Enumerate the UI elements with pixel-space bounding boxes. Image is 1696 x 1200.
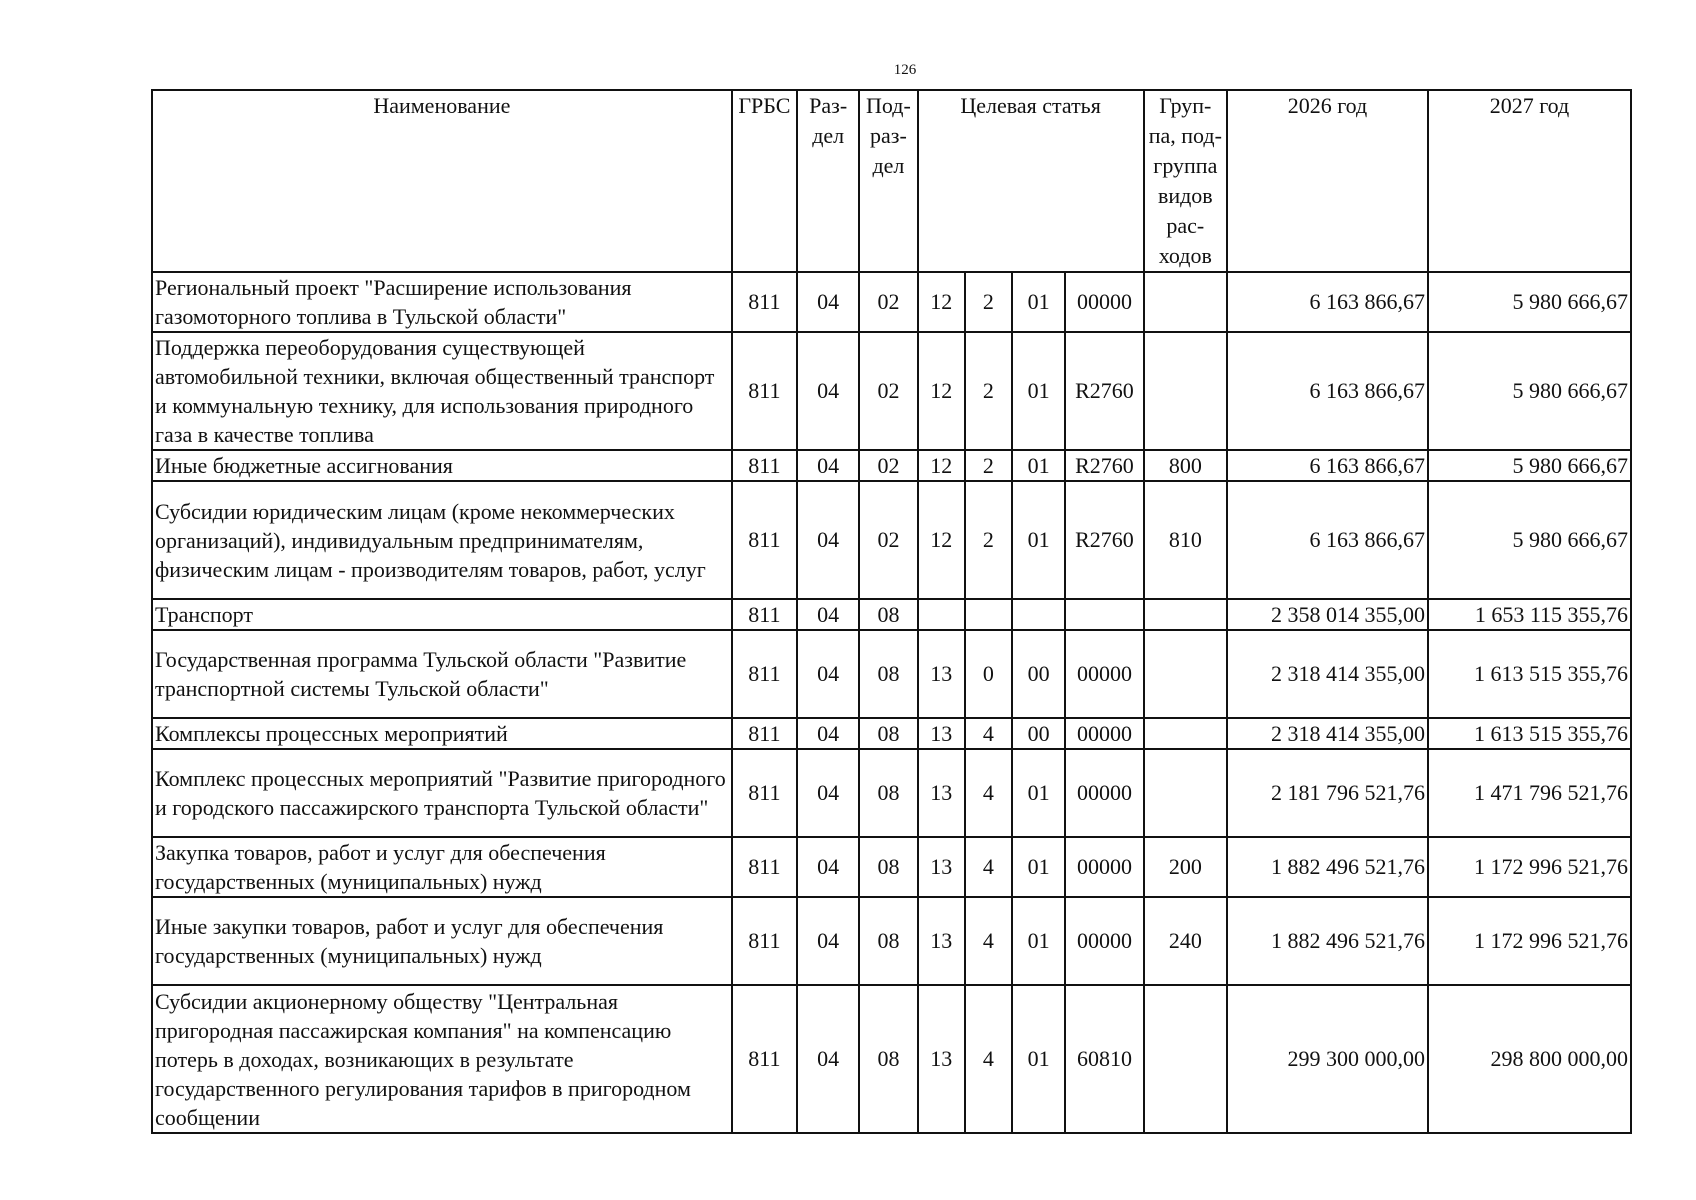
row-name: Иные бюджетные ассигнования: [152, 450, 732, 481]
row-podrazdel: 08: [859, 897, 917, 985]
row-name: Региональный проект "Расширение использования газомоторного топлива в Тульской области": [152, 272, 732, 332]
row-grbs: 811: [732, 272, 797, 332]
row-target-direction: 00000: [1065, 897, 1143, 985]
row-razdel: 04: [797, 481, 859, 599]
row-razdel: 04: [797, 985, 859, 1133]
row-grbs: 811: [732, 718, 797, 749]
row-amount-2026: 6 163 866,67: [1227, 272, 1428, 332]
row-expense-group: 200: [1144, 837, 1227, 897]
row-target-direction: R2760: [1065, 450, 1143, 481]
row-target-type: 2: [965, 450, 1012, 481]
row-target-program: 13: [918, 630, 965, 718]
row-amount-2027: 1 653 115 355,76: [1428, 599, 1631, 630]
row-amount-2026: 6 163 866,67: [1227, 332, 1428, 450]
row-grbs: 811: [732, 630, 797, 718]
row-target-type: 4: [965, 837, 1012, 897]
row-target-type: [965, 599, 1012, 630]
row-expense-group: [1144, 272, 1227, 332]
table-row: [152, 897, 1631, 985]
row-grbs: 811: [732, 985, 797, 1133]
row-expense-group: 800: [1144, 450, 1227, 481]
row-target-program: 13: [918, 837, 965, 897]
row-podrazdel: 08: [859, 985, 917, 1133]
row-razdel: 04: [797, 630, 859, 718]
row-target-program: 12: [918, 481, 965, 599]
table-row: [152, 272, 1631, 332]
row-expense-group: [1144, 630, 1227, 718]
row-amount-2027: 5 980 666,67: [1428, 481, 1631, 599]
table-row: [152, 332, 1631, 450]
header-target: Целевая статья: [918, 90, 1144, 272]
row-amount-2026: 299 300 000,00: [1227, 985, 1428, 1133]
header-row: [152, 90, 1631, 272]
row-grbs: 811: [732, 450, 797, 481]
row-podrazdel: 08: [859, 630, 917, 718]
row-target-program: 13: [918, 897, 965, 985]
row-target-program: [918, 599, 965, 630]
row-name: Комплекс процессных мероприятий "Развитие пригородного и городского пассажирского транспорта Тульской области": [152, 749, 732, 837]
row-razdel: 04: [797, 272, 859, 332]
row-target-program: 13: [918, 749, 965, 837]
row-amount-2026: 2 318 414 355,00: [1227, 630, 1428, 718]
row-target-direction: [1065, 599, 1143, 630]
row-target-type: 2: [965, 481, 1012, 599]
row-amount-2027: 1 172 996 521,76: [1428, 837, 1631, 897]
row-amount-2027: 1 613 515 355,76: [1428, 718, 1631, 749]
row-target-program: 12: [918, 332, 965, 450]
row-target-subprogram: 01: [1012, 450, 1065, 481]
row-razdel: 04: [797, 450, 859, 481]
row-target-subprogram: 00: [1012, 630, 1065, 718]
row-expense-group: [1144, 749, 1227, 837]
row-amount-2027: 5 980 666,67: [1428, 332, 1631, 450]
row-target-type: 4: [965, 897, 1012, 985]
row-expense-group: [1144, 332, 1227, 450]
budget-table: [151, 89, 1632, 1134]
row-podrazdel: 08: [859, 749, 917, 837]
row-razdel: 04: [797, 599, 859, 630]
row-expense-group: [1144, 599, 1227, 630]
row-target-program: 13: [918, 718, 965, 749]
row-amount-2026: 2 358 014 355,00: [1227, 599, 1428, 630]
row-target-subprogram: 01: [1012, 897, 1065, 985]
header-2027: 2027 год: [1428, 90, 1631, 272]
header-grbs: ГРБС: [732, 90, 797, 272]
page-number: 126: [893, 62, 917, 78]
row-name: Субсидии акционерному обществу "Центральная пригородная пассажирская компания" на компенсацию потерь в доходах, возникающих в результате государственного регулирования тарифов в пригородном сообщении: [152, 985, 732, 1133]
row-target-type: 4: [965, 749, 1012, 837]
row-target-type: 4: [965, 985, 1012, 1133]
row-name: Поддержка переоборудования существующей автомобильной техники, включая общественный транспорт и коммунальную технику, для использования природного газа в качестве топлива: [152, 332, 732, 450]
row-razdel: 04: [797, 718, 859, 749]
row-expense-group: 240: [1144, 897, 1227, 985]
table-row: [152, 749, 1631, 837]
row-podrazdel: 02: [859, 272, 917, 332]
row-expense-group: [1144, 985, 1227, 1133]
row-target-subprogram: 01: [1012, 481, 1065, 599]
row-target-subprogram: [1012, 599, 1065, 630]
row-target-subprogram: 01: [1012, 985, 1065, 1133]
row-podrazdel: 02: [859, 450, 917, 481]
row-amount-2026: 2 181 796 521,76: [1227, 749, 1428, 837]
row-target-subprogram: 01: [1012, 837, 1065, 897]
row-amount-2026: 1 882 496 521,76: [1227, 837, 1428, 897]
row-target-subprogram: 00: [1012, 718, 1065, 749]
row-grbs: 811: [732, 749, 797, 837]
row-expense-group: [1144, 718, 1227, 749]
row-expense-group: 810: [1144, 481, 1227, 599]
row-target-direction: 60810: [1065, 985, 1143, 1133]
row-target-direction: 00000: [1065, 630, 1143, 718]
row-amount-2026: 1 882 496 521,76: [1227, 897, 1428, 985]
row-name: Транспорт: [152, 599, 732, 630]
row-grbs: 811: [732, 599, 797, 630]
row-grbs: 811: [732, 837, 797, 897]
row-name: Субсидии юридическим лицам (кроме некоммерческих организаций), индивидуальным предпринимателям, физическим лицам - производителям товаров, работ, услуг: [152, 481, 732, 599]
row-target-subprogram: 01: [1012, 272, 1065, 332]
header-razdel: Раз- дел: [797, 90, 859, 272]
table-row: [152, 599, 1631, 630]
row-podrazdel: 02: [859, 332, 917, 450]
row-grbs: 811: [732, 332, 797, 450]
header-group: Груп- па, под- группа видов рас- ходов: [1144, 90, 1227, 272]
row-target-subprogram: 01: [1012, 749, 1065, 837]
row-target-program: 12: [918, 272, 965, 332]
header-2026: 2026 год: [1227, 90, 1428, 272]
row-name: Государственная программа Тульской области "Развитие транспортной системы Тульской области": [152, 630, 732, 718]
row-amount-2026: 6 163 866,67: [1227, 450, 1428, 481]
table-row: [152, 450, 1631, 481]
row-target-direction: R2760: [1065, 481, 1143, 599]
row-grbs: 811: [732, 897, 797, 985]
row-amount-2026: 6 163 866,67: [1227, 481, 1428, 599]
table-row: [152, 630, 1631, 718]
row-target-direction: 00000: [1065, 272, 1143, 332]
row-target-direction: 00000: [1065, 837, 1143, 897]
row-target-program: 12: [918, 450, 965, 481]
row-target-direction: 00000: [1065, 718, 1143, 749]
row-target-direction: 00000: [1065, 749, 1143, 837]
row-target-type: 4: [965, 718, 1012, 749]
table-row: [152, 481, 1631, 599]
row-podrazdel: 08: [859, 718, 917, 749]
row-amount-2027: 5 980 666,67: [1428, 272, 1631, 332]
row-podrazdel: 02: [859, 481, 917, 599]
row-name: Иные закупки товаров, работ и услуг для обеспечения государственных (муниципальных) нужд: [152, 897, 732, 985]
table-row: [152, 837, 1631, 897]
row-razdel: 04: [797, 897, 859, 985]
row-amount-2027: 5 980 666,67: [1428, 450, 1631, 481]
row-amount-2027: 1 471 796 521,76: [1428, 749, 1631, 837]
row-target-type: 0: [965, 630, 1012, 718]
row-grbs: 811: [732, 481, 797, 599]
row-target-type: 2: [965, 332, 1012, 450]
row-razdel: 04: [797, 837, 859, 897]
header-podrazdel: Под- раз- дел: [859, 90, 917, 272]
row-target-program: 13: [918, 985, 965, 1133]
row-podrazdel: 08: [859, 837, 917, 897]
row-target-type: 2: [965, 272, 1012, 332]
table-row: [152, 985, 1631, 1133]
header-name: Наименование: [152, 90, 732, 272]
row-amount-2027: 1 172 996 521,76: [1428, 897, 1631, 985]
row-target-direction: R2760: [1065, 332, 1143, 450]
row-razdel: 04: [797, 749, 859, 837]
row-name: Закупка товаров, работ и услуг для обеспечения государственных (муниципальных) нужд: [152, 837, 732, 897]
table-row: [152, 718, 1631, 749]
row-amount-2026: 2 318 414 355,00: [1227, 718, 1428, 749]
row-amount-2027: 298 800 000,00: [1428, 985, 1631, 1133]
row-target-subprogram: 01: [1012, 332, 1065, 450]
row-podrazdel: 08: [859, 599, 917, 630]
row-name: Комплексы процессных мероприятий: [152, 718, 732, 749]
row-amount-2027: 1 613 515 355,76: [1428, 630, 1631, 718]
row-razdel: 04: [797, 332, 859, 450]
